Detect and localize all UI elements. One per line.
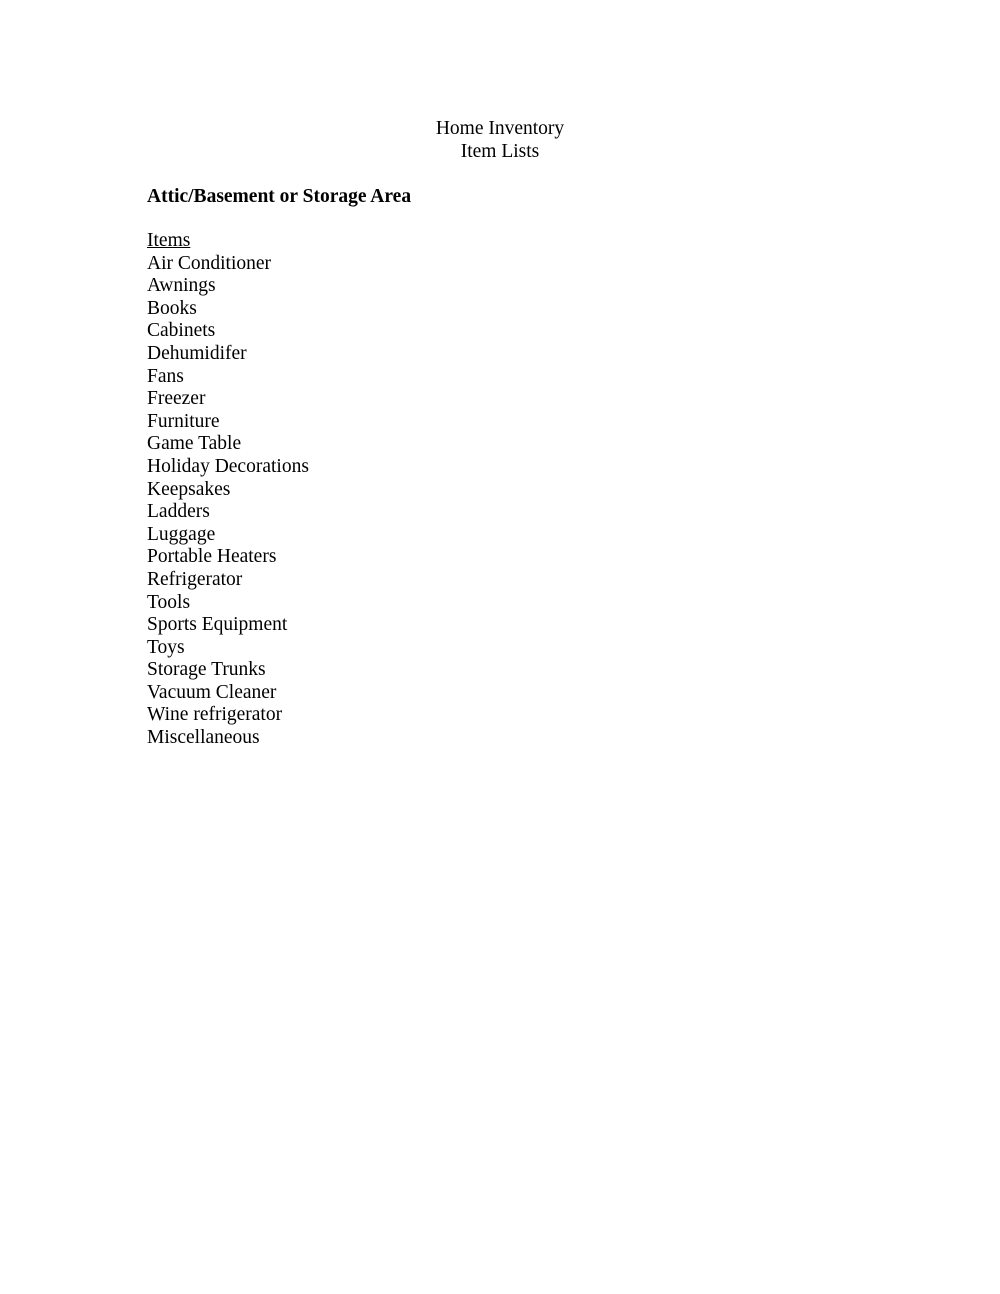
- list-item: Portable Heaters: [147, 546, 277, 568]
- list-item: Holiday Decorations: [147, 455, 309, 477]
- list-heading: Items: [147, 230, 191, 251]
- list-item: Cabinets: [147, 320, 216, 342]
- list-item: Refrigerator: [147, 568, 243, 590]
- list-item: Awnings: [147, 275, 216, 297]
- list-item: Books: [147, 297, 197, 319]
- list-item: Tools: [147, 591, 191, 613]
- document-subtitle: Item Lists: [460, 141, 540, 162]
- list-item: Furniture: [147, 410, 220, 432]
- list-item: Dehumidifer: [147, 342, 247, 364]
- list-item: Ladders: [147, 501, 210, 523]
- list-item: Luggage: [147, 523, 216, 545]
- list-item: Vacuum Cleaner: [147, 681, 277, 703]
- document-title: Home Inventory: [435, 118, 565, 139]
- section-heading: Attic/Basement or Storage Area: [147, 186, 412, 207]
- list-item: Storage Trunks: [147, 659, 266, 681]
- list-item: Air Conditioner: [147, 252, 272, 274]
- list-item: Wine refrigerator: [147, 704, 283, 726]
- list-item: Fans: [147, 365, 184, 387]
- item-list: [147, 230, 309, 750]
- list-item: Sports Equipment: [147, 614, 288, 636]
- list-item: Keepsakes: [147, 478, 231, 500]
- list-item: Toys: [147, 636, 185, 658]
- list-item: Freezer: [147, 388, 206, 410]
- list-item: Game Table: [147, 433, 242, 455]
- list-item: Miscellaneous: [147, 727, 260, 749]
- title-block: [0, 117, 1000, 163]
